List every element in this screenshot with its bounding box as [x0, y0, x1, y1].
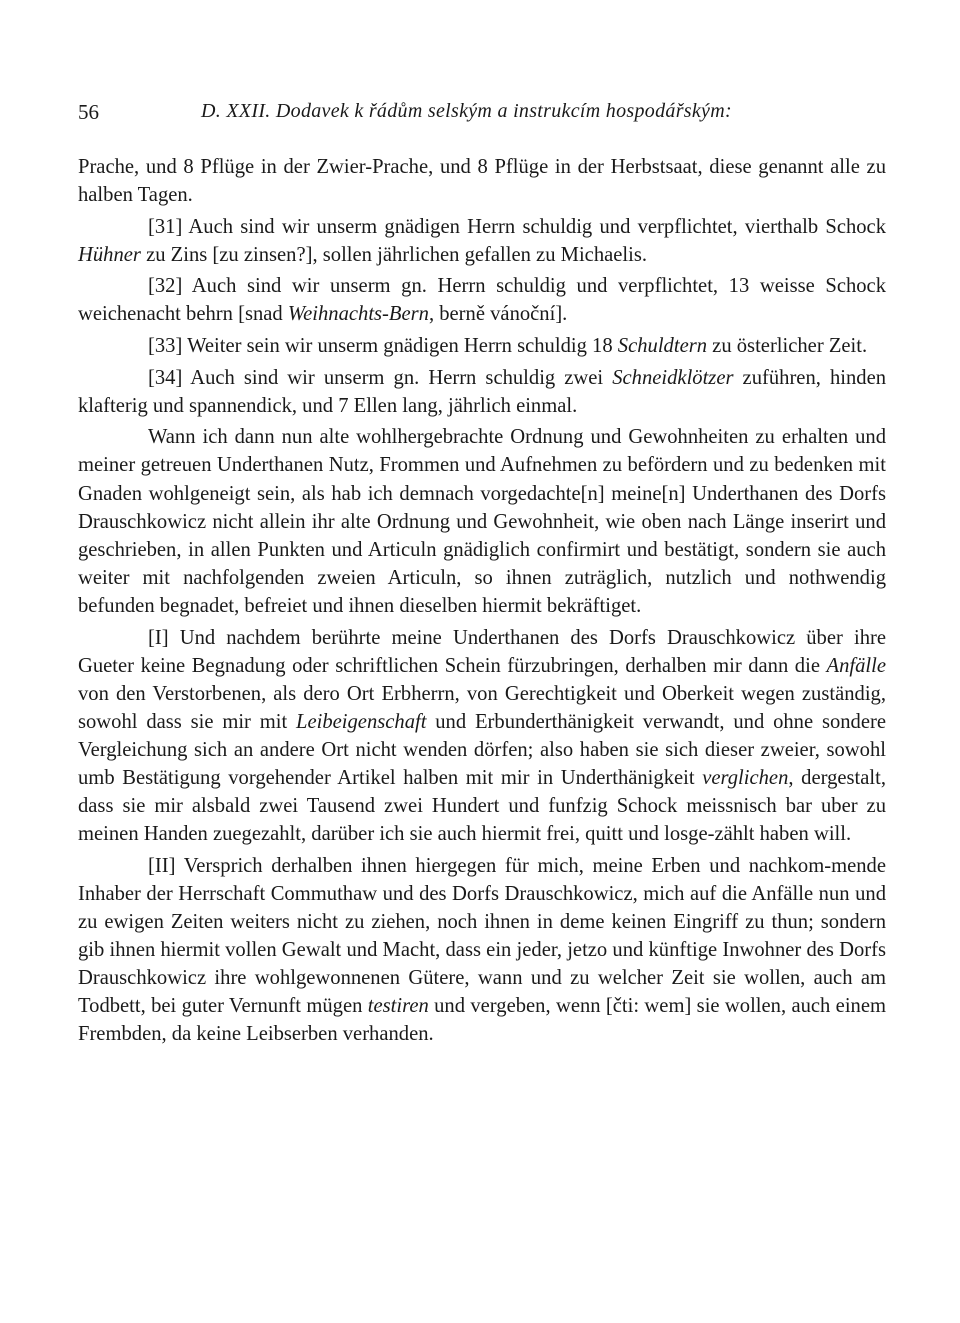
paragraph-p0: [78, 153, 886, 209]
paragraph-pII: [78, 852, 886, 1049]
body-text: [78, 153, 886, 1048]
italic-term: Weihnachts-Bern: [287, 303, 429, 326]
italic-term: Schuldtern: [617, 335, 708, 358]
italic-term: Anfälle: [826, 654, 886, 677]
text-run: [32] Auch sind wir unserm gn. Herrn schuldig und verpflichtet, 13 weisse Schock weichenacht behrn [snad: [78, 275, 886, 326]
text-run: Wann ich dann nun alte wohlhergebrachte Ordnung und Gewohnheiten zu erhalten und meiner getreuen Underthanen Nutz, Frommen und Aufnehmen zu befördern und zu bedenken mit Gnaden wohlgeneigt sein, als hab ich demnach vorgedachte[n] meine[n] Underthanen des Dorfs Drauschkowicz nicht allein ihr alte Ordnung und Gewohnheit, wie oben nach Länge inserirt und geschrieben, in allen Punkten und Articuln gnädiglich confirmirt und bestätigt, sondern sie auch weiter mit nachfolgenden zweien Articuln, so ihnen zuträglich, nutzlich und nothwendig befunden begnadet, befreiet und ihnen dieselben hiermit bekräftiget.: [78, 426, 886, 617]
text-run: Prache, und 8 Pflüge in der Zwier-Prache, und 8 Pflüge in der Herbstsaat, diese genannt alle zu halben Tagen.: [78, 156, 886, 207]
paragraph-p33: [78, 332, 886, 360]
italic-term: verglichen: [702, 766, 789, 789]
text-run: [II] Versprich derhalben ihnen hiergegen für mich, meine Erben und nachkom-mende Inhaber der Herrschaft Commuthaw und des Dorfs Drauschkowicz, mich auf die Anfälle nun und zu ewigen Zeiten weiters nicht zu ziehen, noch ihnen in deme keinen Eingriff zu thun; sondern gib ihnen hiermit vollen Gewalt und Macht, dass ein jeder, jetzo und künftige Inwohner des Dorfs Drauschkowicz ihre wohlgewonnenen Gütere, wann und zu welcher Zeit sie wollen, auch am Todbett, bei guter Vernunft mügen: [78, 854, 886, 1018]
text-run: [31] Auch sind wir unserm gnädigen Herrn schuldig und verpflichtet, vierthalb Schock: [148, 215, 886, 238]
text-run: , berně vánoční].: [428, 303, 568, 326]
text-run: zu österlicher Zeit.: [707, 335, 868, 358]
text-run: von den Verstorbenen, als dero Ort Erbherrn, von Gerechtigkeit und Oberkeit wegen zuständig, sowohl dass sie mir mit: [78, 682, 886, 733]
text-run: [33] Weiter sein wir unserm gnädigen Herrn schuldig 18: [148, 335, 618, 358]
paragraph-p32: [78, 272, 886, 328]
text-run: , dergestalt, dass sie mir alsbald zwei Tausend zwei Hundert und funfzig Schock meissnisch bar uber zu meinen Handen zuegezahlt, darüber ich sie auch hiermit frei, quitt und losge-zählt haben will.: [78, 766, 886, 846]
paragraph-pI: [78, 624, 886, 849]
paragraph-p-wann: [78, 423, 886, 620]
paragraph-p34: [78, 364, 886, 420]
italic-term: testiren: [367, 995, 429, 1018]
text-run: zu Zins [zu zinsen?], sollen jährlichen gefallen zu Michaelis.: [140, 243, 647, 266]
italic-term: Schneidklötzer: [612, 366, 734, 389]
paragraph-p31: [78, 213, 886, 269]
text-run: und vergeben, wenn [čti: wem] sie wollen, auch einem Frembden, da keine Leibserben verhanden.: [78, 995, 886, 1046]
italic-term: Hühner: [78, 243, 141, 266]
page-header: [78, 100, 886, 126]
text-run: [I] Und nachdem berührte meine Underthanen des Dorfs Drauschkowicz über ihre Gueter keine Begnadung oder schriftlichen Schein fürzubringen, derhalben mir dann die: [78, 626, 886, 677]
running-head: D. XXII. Dodavek k řádům selským a instrukcím hospodářským:: [201, 100, 732, 122]
text-run: und Erbunderthänigkeit verwandt, und ohne sondere Vergleichung sich an andere Ort nicht wenden dörfen; also haben sie sich dieser zweier, sowohl umb Bestätigung vorgehender Artikel halben mit mir in Underthänigkeit: [78, 710, 886, 789]
italic-term: Leibeigenschaft: [296, 710, 427, 733]
text-run: [34] Auch sind wir unserm gn. Herrn schuldig zwei: [148, 366, 613, 389]
page-number: 56: [78, 100, 99, 124]
text-run: zuführen, hinden klafterig und spannendick, und 7 Ellen lang, jährlich einmal.: [78, 366, 887, 417]
document-page: [78, 100, 886, 1048]
